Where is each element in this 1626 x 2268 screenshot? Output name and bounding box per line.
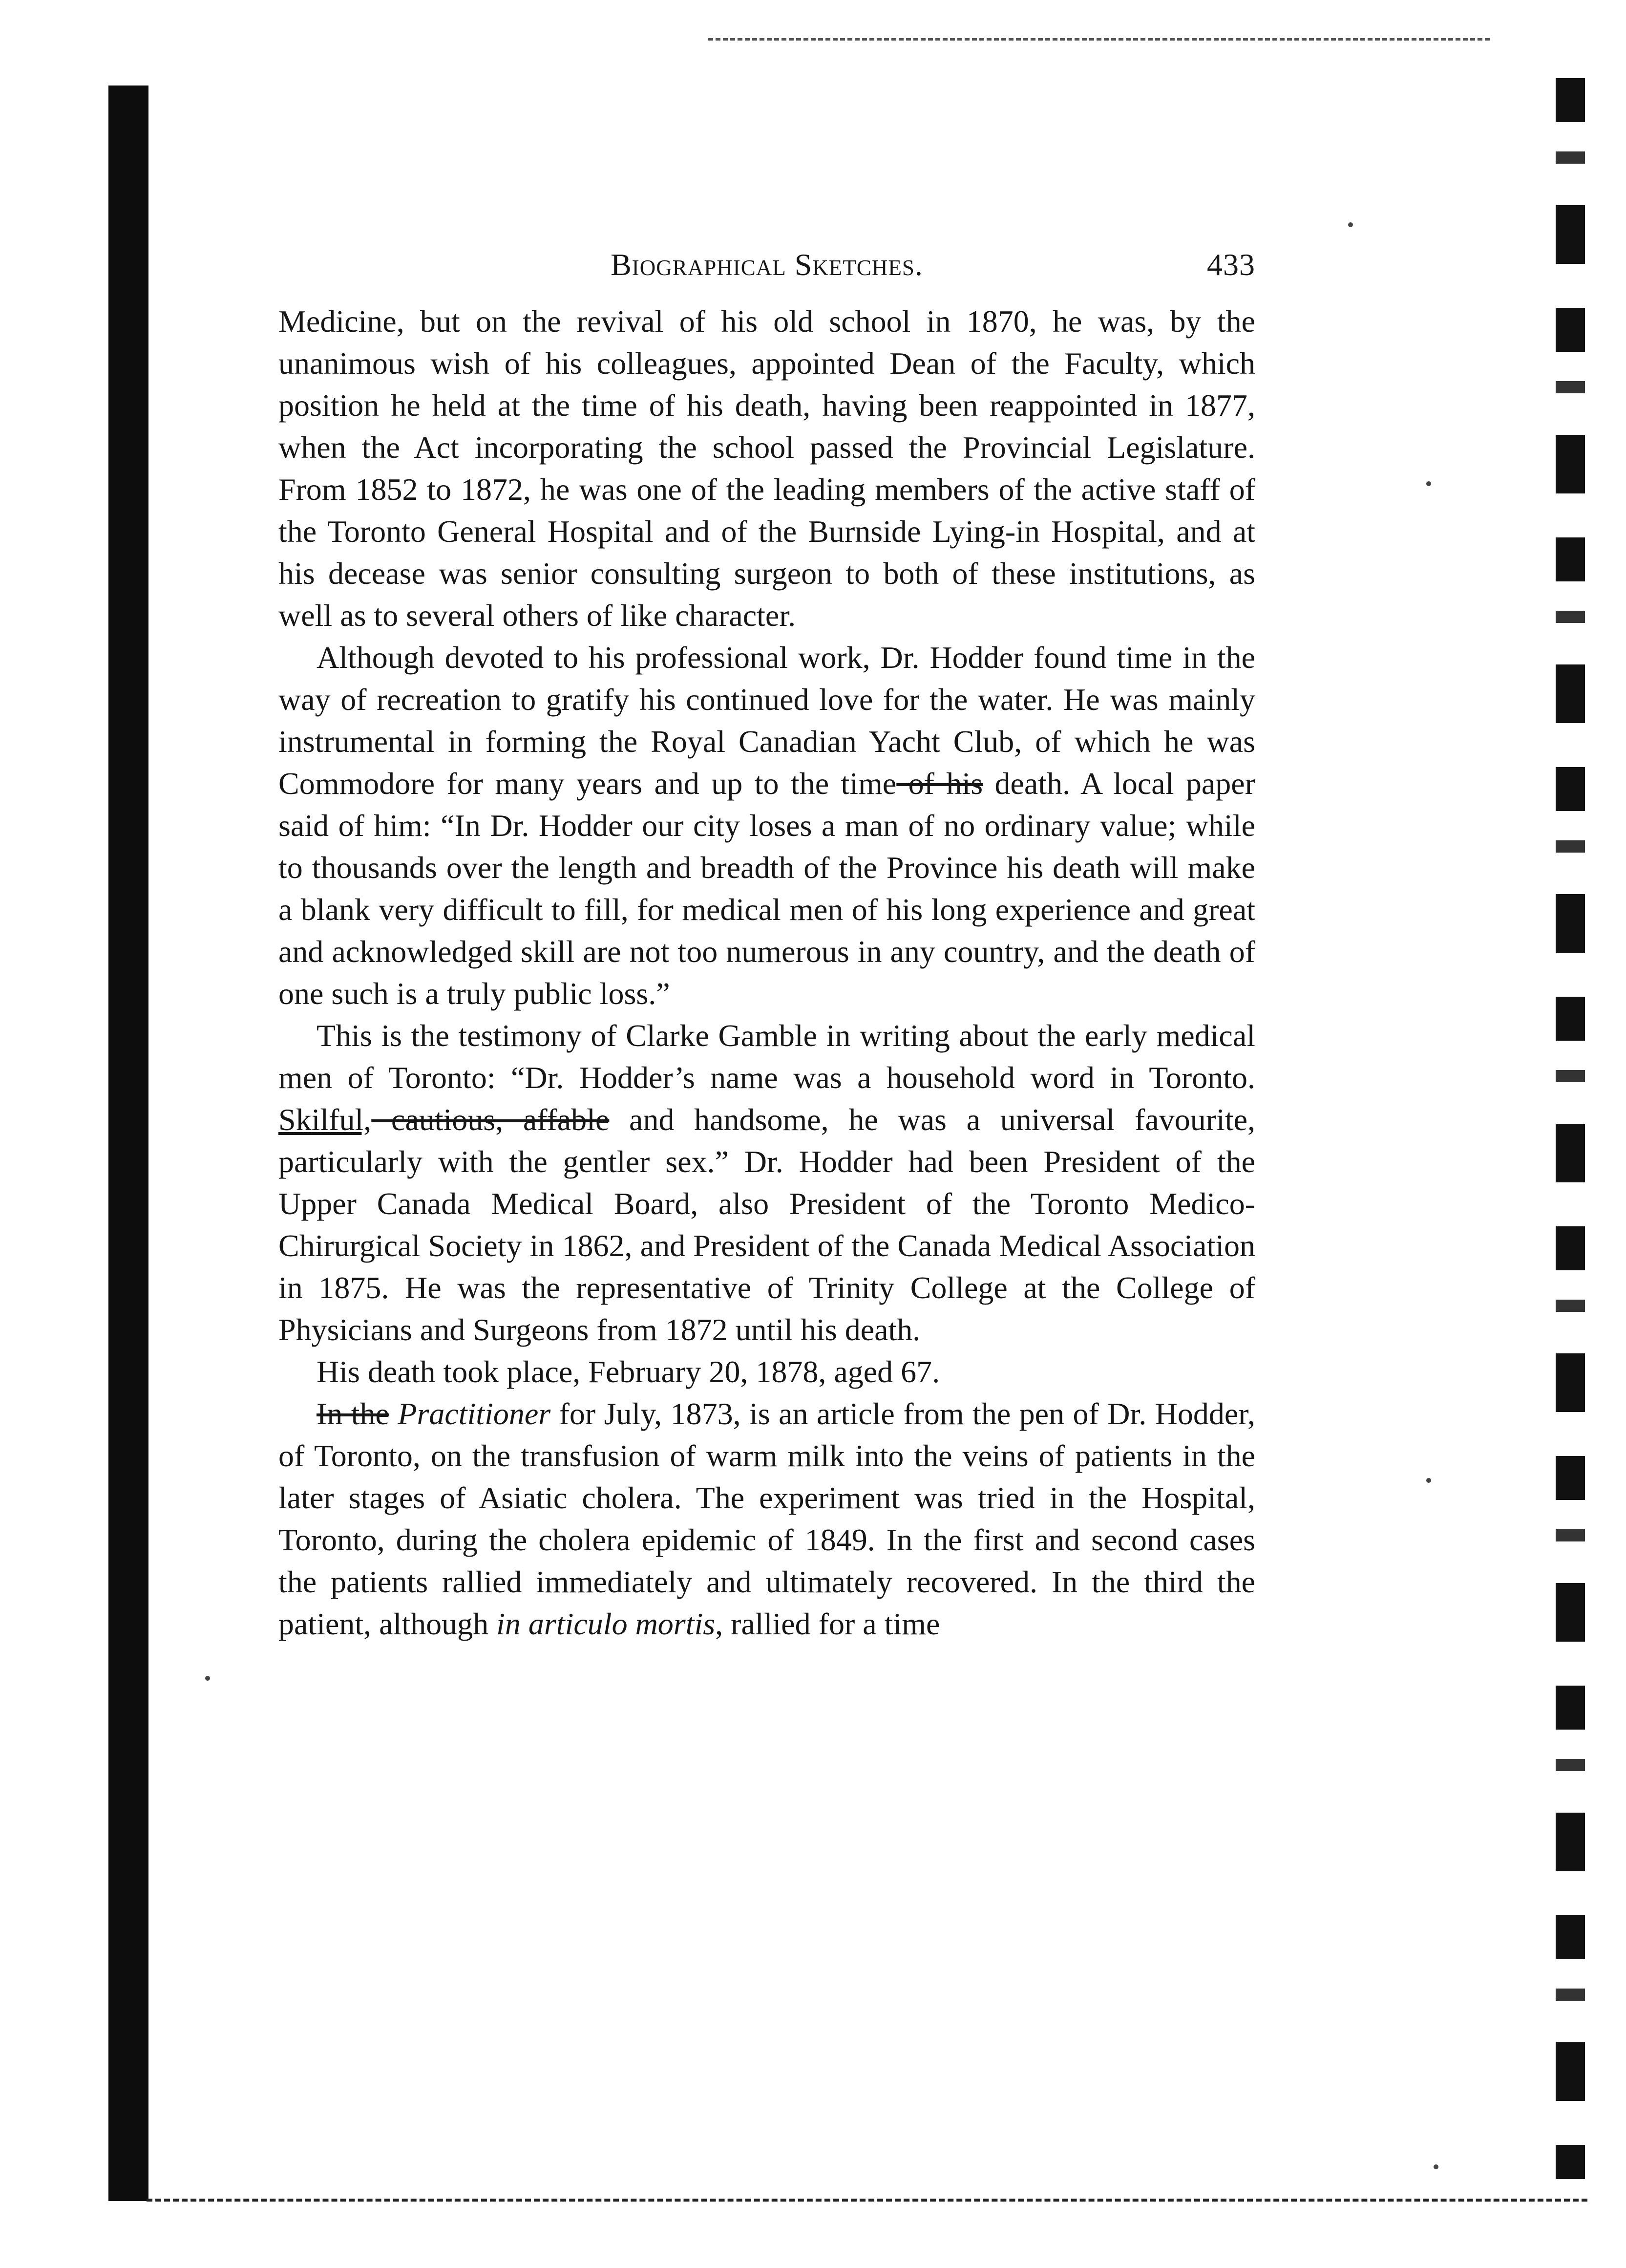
scan-binding-shadow: [108, 86, 148, 2201]
paragraph-text: Medicine, but on the revival of his old school in 1870, he was, by the unanimous wish of his colleagues, appointed Dean of the Faculty, which position he held at the time of his death, having been reappointed in 1877, when the Act incorporating the school passed the Provincial Legislature. From 1852 to 1872, he was one of the leading members of the active staff of the Toronto General Hospital and of the Burnside Lying-in Hospital, and at his decease was senior consulting surgeon to both of these institutions, as well as to several others of like character.: [278, 304, 1255, 633]
paragraph-text: , rallied for a time: [715, 1606, 940, 1641]
body-text: [278, 300, 1255, 1645]
scan-speck: [1348, 222, 1353, 227]
scan-top-edge-noise: [708, 38, 1490, 41]
journal-title: Practitioner: [398, 1396, 551, 1431]
paragraph-text: death. A local paper said of him: “In Dr. Hodder our city loses a man of no ordinary value; while to thousands over the length and breadth of the Province his death will make a blank very difficult to fill, for medical men of his long experience and great and acknowledged skill are not too numerous in any country, and the death of one such is a truly public loss.”: [278, 766, 1256, 1011]
paragraph-text: This is the testimony of Clarke Gamble in writing about the early medical men of Toronto: “Dr. Hodder’s name was a household word in Toronto.: [278, 1018, 1255, 1095]
book-page: [278, 247, 1255, 1645]
scan-right-edge-bleed: [1556, 78, 1585, 2179]
paragraph-text: Although devoted to his professional work, Dr. Hodder found time in the way of recreation to gratify his continued love for the water. He was mainly instrumental in forming the Royal Canadian Yacht Club, of which he was Commodore for many years and up to the time: [278, 640, 1255, 801]
struck-text: cautious, affable: [371, 1102, 610, 1137]
scan-speck: [1434, 2164, 1438, 2169]
latin-phrase: in articulo mortis: [496, 1606, 716, 1641]
paragraph-death-date: [278, 1351, 1255, 1393]
running-title: Biographical Sketches.: [611, 247, 923, 282]
struck-text: of his: [896, 766, 983, 801]
scan-speck: [205, 1676, 210, 1681]
paragraph-text: His death took place, February 20, 1878, aged 67.: [317, 1354, 940, 1389]
scan-speck: [1426, 481, 1431, 486]
paragraph-dean-of-faculty: [278, 300, 1255, 637]
scan-speck: [1426, 1478, 1431, 1483]
paragraph-text: for July, 1873, is an article from the pen of Dr. Hodder, of Toronto, on the transfusion of warm milk into the veins of patients in the later stages of Asiatic cholera. The experiment was tried in the Hospital, Toronto, during the cholera epidemic of 1849. In the first and second cases the patients rallied immediately and ultimately recovered. In the third the patient, although: [278, 1396, 1256, 1641]
page-number: 433: [1207, 247, 1255, 282]
running-header: [278, 247, 1255, 300]
underlined-text: Skilful,: [278, 1102, 372, 1137]
struck-text: In the: [317, 1396, 389, 1431]
paragraph-clarke-gamble-testimony: [278, 1015, 1255, 1351]
paragraph-practitioner-article: [278, 1393, 1255, 1645]
paragraph-text: and handsome, he was a universal favourite, particularly with the gentler sex.” Dr. Hodder had been President of the Upper Canada Medical Board, also President of the Toronto Medico-Chirurgical Society in 1862, and President of the Canada Medical Association in 1875. He was the representative of Trinity College at the College of Physicians and Surgeons from 1872 until his death.: [278, 1102, 1256, 1347]
scan-bottom-edge-noise: [147, 2199, 1587, 2202]
paragraph-yacht-club: [278, 637, 1255, 1015]
